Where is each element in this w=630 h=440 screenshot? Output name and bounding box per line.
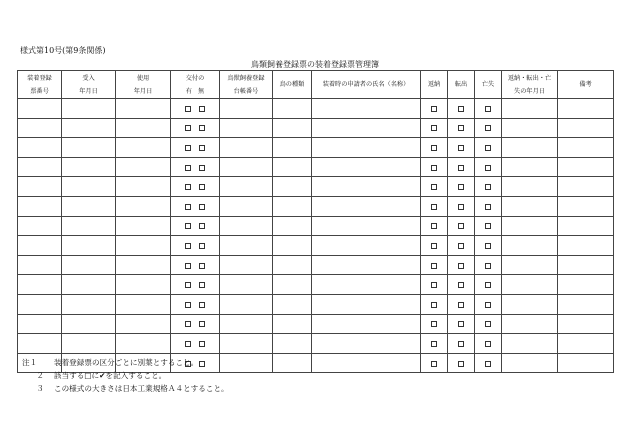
header-bird-species	[273, 71, 312, 99]
header-row	[18, 71, 614, 99]
transferred-cell	[448, 275, 475, 295]
returned-cell	[421, 138, 448, 158]
header-returned	[421, 71, 448, 99]
entry-cell[interactable]	[273, 138, 312, 158]
returned-cell	[421, 99, 448, 119]
note-number: ３	[36, 384, 44, 393]
transferred-cell	[448, 314, 475, 334]
transferred-checkbox[interactable]	[458, 321, 464, 327]
returned-checkbox[interactable]	[431, 125, 437, 131]
table-row	[18, 334, 614, 354]
entry-cell[interactable]	[116, 255, 171, 275]
header-label: 亡失	[481, 81, 495, 88]
issued-yes-checkbox[interactable]	[185, 302, 191, 308]
entry-cell[interactable]	[116, 177, 171, 197]
issued-cell	[171, 99, 220, 119]
lost-checkbox[interactable]	[485, 106, 491, 112]
entry-cell[interactable]	[312, 118, 421, 138]
returned-checkbox[interactable]	[431, 223, 437, 229]
returned-checkbox[interactable]	[431, 184, 437, 190]
issued-yes-checkbox[interactable]	[185, 106, 191, 112]
entry-cell[interactable]	[220, 255, 273, 275]
header-label: 失の年月日	[514, 87, 545, 95]
entry-cell[interactable]	[62, 99, 116, 119]
lost-checkbox[interactable]	[485, 302, 491, 308]
entry-cell[interactable]	[220, 314, 273, 334]
entry-cell[interactable]	[220, 99, 273, 119]
entry-cell[interactable]	[18, 255, 62, 275]
header-label: 転出	[454, 81, 468, 88]
entry-cell[interactable]	[558, 275, 614, 295]
returned-checkbox[interactable]	[431, 321, 437, 327]
entry-cell[interactable]	[502, 294, 558, 314]
returned-cell	[421, 196, 448, 216]
note-item	[22, 382, 229, 395]
returned-cell	[421, 236, 448, 256]
lost-cell	[475, 177, 502, 197]
issued-cell	[171, 118, 220, 138]
table-row	[18, 216, 614, 236]
table-row	[18, 196, 614, 216]
entry-cell[interactable]	[273, 334, 312, 354]
note-text: 該当する□に✔を記入すること。	[54, 371, 167, 380]
entry-cell[interactable]	[62, 157, 116, 177]
returned-checkbox[interactable]	[431, 243, 437, 249]
entry-cell[interactable]	[18, 314, 62, 334]
entry-cell[interactable]	[116, 294, 171, 314]
issued-cell	[171, 196, 220, 216]
lost-checkbox[interactable]	[485, 184, 491, 190]
entry-cell[interactable]	[558, 236, 614, 256]
header-label: 返納	[427, 81, 441, 88]
lost-cell	[475, 255, 502, 275]
entry-cell[interactable]	[502, 334, 558, 354]
entry-cell[interactable]	[62, 216, 116, 236]
issued-cell	[171, 294, 220, 314]
transferred-cell	[448, 334, 475, 354]
transferred-cell	[448, 177, 475, 197]
entry-cell[interactable]	[558, 255, 614, 275]
entry-cell[interactable]	[312, 196, 421, 216]
header-label: 年月日	[79, 87, 98, 95]
header-transferred	[448, 71, 475, 99]
issued-yes-checkbox[interactable]	[185, 282, 191, 288]
header-label: 票番号	[30, 87, 49, 95]
entry-cell[interactable]	[558, 118, 614, 138]
issued-no-checkbox[interactable]	[199, 243, 205, 249]
header-label: 年月日	[133, 87, 153, 95]
header-used-date	[116, 71, 171, 99]
lost-checkbox[interactable]	[485, 321, 491, 327]
entry-cell[interactable]	[502, 236, 558, 256]
entry-cell[interactable]	[502, 177, 558, 197]
entry-cell[interactable]	[273, 177, 312, 197]
entry-cell[interactable]	[312, 314, 421, 334]
entry-cell[interactable]	[558, 294, 614, 314]
entry-cell[interactable]	[558, 216, 614, 236]
entry-cell[interactable]	[62, 196, 116, 216]
header-label: 返納・転出・亡	[507, 74, 552, 82]
entry-cell[interactable]	[18, 118, 62, 138]
entry-cell[interactable]	[62, 314, 116, 334]
entry-cell[interactable]	[18, 216, 62, 236]
issued-cell	[171, 334, 220, 354]
entry-cell[interactable]	[220, 157, 273, 177]
transferred-cell	[448, 196, 475, 216]
transferred-cell	[448, 353, 475, 373]
issued-no-checkbox[interactable]	[199, 223, 205, 229]
entry-cell[interactable]	[502, 275, 558, 295]
lost-cell	[475, 138, 502, 158]
entry-cell[interactable]	[116, 118, 171, 138]
entry-cell[interactable]	[220, 334, 273, 354]
table-row	[18, 138, 614, 158]
lost-cell	[475, 314, 502, 334]
entry-cell[interactable]	[116, 314, 171, 334]
issued-yes-checkbox[interactable]	[185, 145, 191, 151]
entry-cell[interactable]	[220, 118, 273, 138]
lost-checkbox[interactable]	[485, 125, 491, 131]
lost-cell	[475, 118, 502, 138]
returned-cell	[421, 334, 448, 354]
entry-cell[interactable]	[18, 196, 62, 216]
entry-cell[interactable]	[18, 236, 62, 256]
issued-yes-checkbox[interactable]	[185, 341, 191, 347]
entry-cell[interactable]	[116, 275, 171, 295]
header-event-date	[502, 71, 558, 99]
lost-cell	[475, 275, 502, 295]
transferred-cell	[448, 216, 475, 236]
entry-cell[interactable]	[502, 99, 558, 119]
entry-cell[interactable]	[18, 177, 62, 197]
entry-cell[interactable]	[273, 216, 312, 236]
table-row	[18, 294, 614, 314]
returned-checkbox[interactable]	[431, 361, 437, 367]
issued-yes-checkbox[interactable]	[185, 263, 191, 269]
entry-cell[interactable]	[502, 314, 558, 334]
table-row	[18, 275, 614, 295]
header-tag-number	[18, 71, 62, 99]
entry-cell[interactable]	[273, 196, 312, 216]
entry-cell[interactable]	[502, 138, 558, 158]
issued-cell	[171, 138, 220, 158]
transferred-cell	[448, 255, 475, 275]
entry-cell[interactable]	[273, 99, 312, 119]
header-label: 備考	[579, 81, 592, 88]
lost-cell	[475, 99, 502, 119]
transferred-checkbox[interactable]	[458, 341, 464, 347]
returned-checkbox[interactable]	[431, 263, 437, 269]
entry-cell[interactable]	[273, 275, 312, 295]
lost-checkbox[interactable]	[485, 165, 491, 171]
entry-cell[interactable]	[273, 294, 312, 314]
entry-cell[interactable]	[62, 236, 116, 256]
issued-yes-checkbox[interactable]	[185, 321, 191, 327]
lost-cell	[475, 353, 502, 373]
document-title: 鳥類飼養登録票の装着登録票管理簿	[251, 60, 379, 69]
entry-cell[interactable]	[558, 334, 614, 354]
issued-no-checkbox[interactable]	[199, 263, 205, 269]
table-body	[18, 99, 614, 373]
returned-checkbox[interactable]	[431, 302, 437, 308]
transferred-checkbox[interactable]	[458, 184, 464, 190]
issued-no-checkbox[interactable]	[199, 145, 205, 151]
header-issued	[171, 71, 220, 99]
entry-cell[interactable]	[220, 236, 273, 256]
issued-cell	[171, 314, 220, 334]
entry-cell[interactable]	[116, 157, 171, 177]
entry-cell[interactable]	[62, 118, 116, 138]
header-lost	[475, 71, 502, 99]
entry-cell[interactable]	[312, 236, 421, 256]
entry-cell[interactable]	[558, 196, 614, 216]
table-row	[18, 236, 614, 256]
entry-cell[interactable]	[558, 157, 614, 177]
entry-cell[interactable]	[116, 99, 171, 119]
entry-cell[interactable]	[502, 255, 558, 275]
transferred-checkbox[interactable]	[458, 361, 464, 367]
entry-cell[interactable]	[312, 275, 421, 295]
transferred-checkbox[interactable]	[458, 302, 464, 308]
header-label: 鳥獣飼養登録	[227, 74, 265, 82]
entry-cell[interactable]	[273, 157, 312, 177]
entry-cell[interactable]	[18, 275, 62, 295]
lost-checkbox[interactable]	[485, 204, 491, 210]
returned-checkbox[interactable]	[431, 145, 437, 151]
entry-cell[interactable]	[220, 294, 273, 314]
header-label: 受入	[82, 74, 95, 82]
table-row	[18, 118, 614, 138]
note-text: この様式の大きさは日本工業規格Ａ４とすること。	[54, 384, 229, 393]
entry-cell[interactable]	[62, 138, 116, 158]
entry-cell[interactable]	[273, 236, 312, 256]
transferred-checkbox[interactable]	[458, 263, 464, 269]
entry-cell[interactable]	[116, 236, 171, 256]
table-row	[18, 99, 614, 119]
returned-checkbox[interactable]	[431, 204, 437, 210]
issued-yes-checkbox[interactable]	[185, 223, 191, 229]
issued-no-checkbox[interactable]	[199, 125, 205, 131]
header-label: 使用	[136, 74, 150, 82]
returned-checkbox[interactable]	[431, 165, 437, 171]
lost-checkbox[interactable]	[485, 282, 491, 288]
entry-cell[interactable]	[18, 99, 62, 119]
entry-cell[interactable]	[62, 275, 116, 295]
transferred-checkbox[interactable]	[458, 165, 464, 171]
entry-cell[interactable]	[62, 334, 116, 354]
returned-cell	[421, 255, 448, 275]
transferred-checkbox[interactable]	[458, 243, 464, 249]
returned-cell	[421, 353, 448, 373]
transferred-cell	[448, 236, 475, 256]
entry-cell[interactable]	[312, 334, 421, 354]
returned-checkbox[interactable]	[431, 106, 437, 112]
table-row	[18, 314, 614, 334]
returned-checkbox[interactable]	[431, 341, 437, 347]
entry-cell[interactable]	[116, 196, 171, 216]
transferred-cell	[448, 157, 475, 177]
returned-cell	[421, 177, 448, 197]
entry-cell[interactable]	[62, 177, 116, 197]
header-registry-number	[220, 71, 273, 99]
entry-cell[interactable]	[502, 216, 558, 236]
transferred-checkbox[interactable]	[458, 282, 464, 288]
issued-no-checkbox[interactable]	[199, 321, 205, 327]
notes	[22, 356, 229, 395]
entry-cell[interactable]	[558, 177, 614, 197]
entry-cell[interactable]	[18, 334, 62, 354]
header-label: 装着登録	[27, 74, 52, 82]
table-row	[18, 255, 614, 275]
entry-cell[interactable]	[18, 294, 62, 314]
entry-cell[interactable]	[312, 294, 421, 314]
lost-checkbox[interactable]	[485, 361, 491, 367]
issued-no-checkbox[interactable]	[199, 204, 205, 210]
issued-no-checkbox[interactable]	[199, 282, 205, 288]
issued-cell	[171, 157, 220, 177]
issued-cell	[171, 177, 220, 197]
issued-cell	[171, 275, 220, 295]
issued-no-checkbox[interactable]	[199, 106, 205, 112]
returned-cell	[421, 157, 448, 177]
transferred-cell	[448, 118, 475, 138]
issued-yes-checkbox[interactable]	[185, 184, 191, 190]
entry-cell[interactable]	[273, 255, 312, 275]
entry-cell[interactable]	[312, 138, 421, 158]
lost-cell	[475, 236, 502, 256]
entry-cell[interactable]	[116, 216, 171, 236]
header-remarks	[558, 71, 614, 99]
entry-cell[interactable]	[502, 196, 558, 216]
entry-cell[interactable]	[273, 314, 312, 334]
register-table	[17, 70, 614, 373]
entry-cell[interactable]	[273, 118, 312, 138]
entry-cell[interactable]	[558, 99, 614, 119]
returned-checkbox[interactable]	[431, 282, 437, 288]
entry-cell[interactable]	[220, 216, 273, 236]
entry-cell[interactable]	[220, 138, 273, 158]
lost-checkbox[interactable]	[485, 341, 491, 347]
issued-no-checkbox[interactable]	[199, 184, 205, 190]
note-number: ２	[36, 371, 44, 380]
returned-cell	[421, 294, 448, 314]
entry-cell[interactable]	[116, 138, 171, 158]
header-applicant-name	[312, 71, 421, 99]
transferred-cell	[448, 138, 475, 158]
entry-cell[interactable]	[18, 157, 62, 177]
lost-checkbox[interactable]	[485, 145, 491, 151]
transferred-checkbox[interactable]	[458, 106, 464, 112]
entry-cell[interactable]	[220, 275, 273, 295]
entry-cell[interactable]	[558, 314, 614, 334]
issued-yes-checkbox[interactable]	[185, 125, 191, 131]
entry-cell[interactable]	[220, 177, 273, 197]
issued-yes-checkbox[interactable]	[185, 165, 191, 171]
lost-cell	[475, 196, 502, 216]
issued-no-checkbox[interactable]	[199, 165, 205, 171]
header-label: 鳥の種類	[279, 81, 305, 88]
entry-cell[interactable]	[312, 99, 421, 119]
entry-cell[interactable]	[273, 353, 312, 373]
table-row	[18, 177, 614, 197]
returned-cell	[421, 314, 448, 334]
entry-cell[interactable]	[18, 138, 62, 158]
transferred-checkbox[interactable]	[458, 204, 464, 210]
lost-cell	[475, 216, 502, 236]
entry-cell[interactable]	[502, 157, 558, 177]
entry-cell[interactable]	[62, 255, 116, 275]
header-label: 台帳番号	[233, 87, 259, 95]
issued-cell	[171, 216, 220, 236]
lost-cell	[475, 334, 502, 354]
note-item	[22, 356, 229, 369]
header-received-date	[62, 71, 116, 99]
issued-cell	[171, 236, 220, 256]
returned-cell	[421, 275, 448, 295]
note-number: 注１	[22, 358, 38, 367]
transferred-checkbox[interactable]	[458, 223, 464, 229]
entry-cell[interactable]	[116, 334, 171, 354]
lost-checkbox[interactable]	[485, 263, 491, 269]
transferred-cell	[448, 99, 475, 119]
note-item	[22, 369, 229, 382]
issued-no-checkbox[interactable]	[199, 341, 205, 347]
issued-no-checkbox[interactable]	[199, 302, 205, 308]
header-label: 有 無	[185, 87, 205, 95]
lost-checkbox[interactable]	[485, 223, 491, 229]
entry-cell[interactable]	[312, 353, 421, 373]
header-label: 交付の	[185, 74, 205, 82]
header-label: 装着時の申請者の氏名（名称）	[322, 81, 410, 88]
issued-yes-checkbox[interactable]	[185, 204, 191, 210]
form-number: 様式第10号(第9条関係)	[20, 46, 106, 55]
entry-cell[interactable]	[558, 138, 614, 158]
lost-checkbox[interactable]	[485, 243, 491, 249]
entry-cell[interactable]	[558, 353, 614, 373]
entry-cell[interactable]	[312, 255, 421, 275]
entry-cell[interactable]	[502, 118, 558, 138]
transferred-cell	[448, 294, 475, 314]
transferred-checkbox[interactable]	[458, 145, 464, 151]
entry-cell[interactable]	[62, 294, 116, 314]
entry-cell[interactable]	[312, 216, 421, 236]
returned-cell	[421, 118, 448, 138]
entry-cell[interactable]	[312, 157, 421, 177]
returned-cell	[421, 216, 448, 236]
table-row	[18, 157, 614, 177]
note-text: 装着登録票の区分ごとに別葉とすること。	[54, 358, 199, 367]
entry-cell[interactable]	[502, 353, 558, 373]
lost-cell	[475, 157, 502, 177]
transferred-checkbox[interactable]	[458, 125, 464, 131]
issued-yes-checkbox[interactable]	[185, 243, 191, 249]
entry-cell[interactable]	[220, 196, 273, 216]
entry-cell[interactable]	[312, 177, 421, 197]
issued-cell	[171, 255, 220, 275]
lost-cell	[475, 294, 502, 314]
